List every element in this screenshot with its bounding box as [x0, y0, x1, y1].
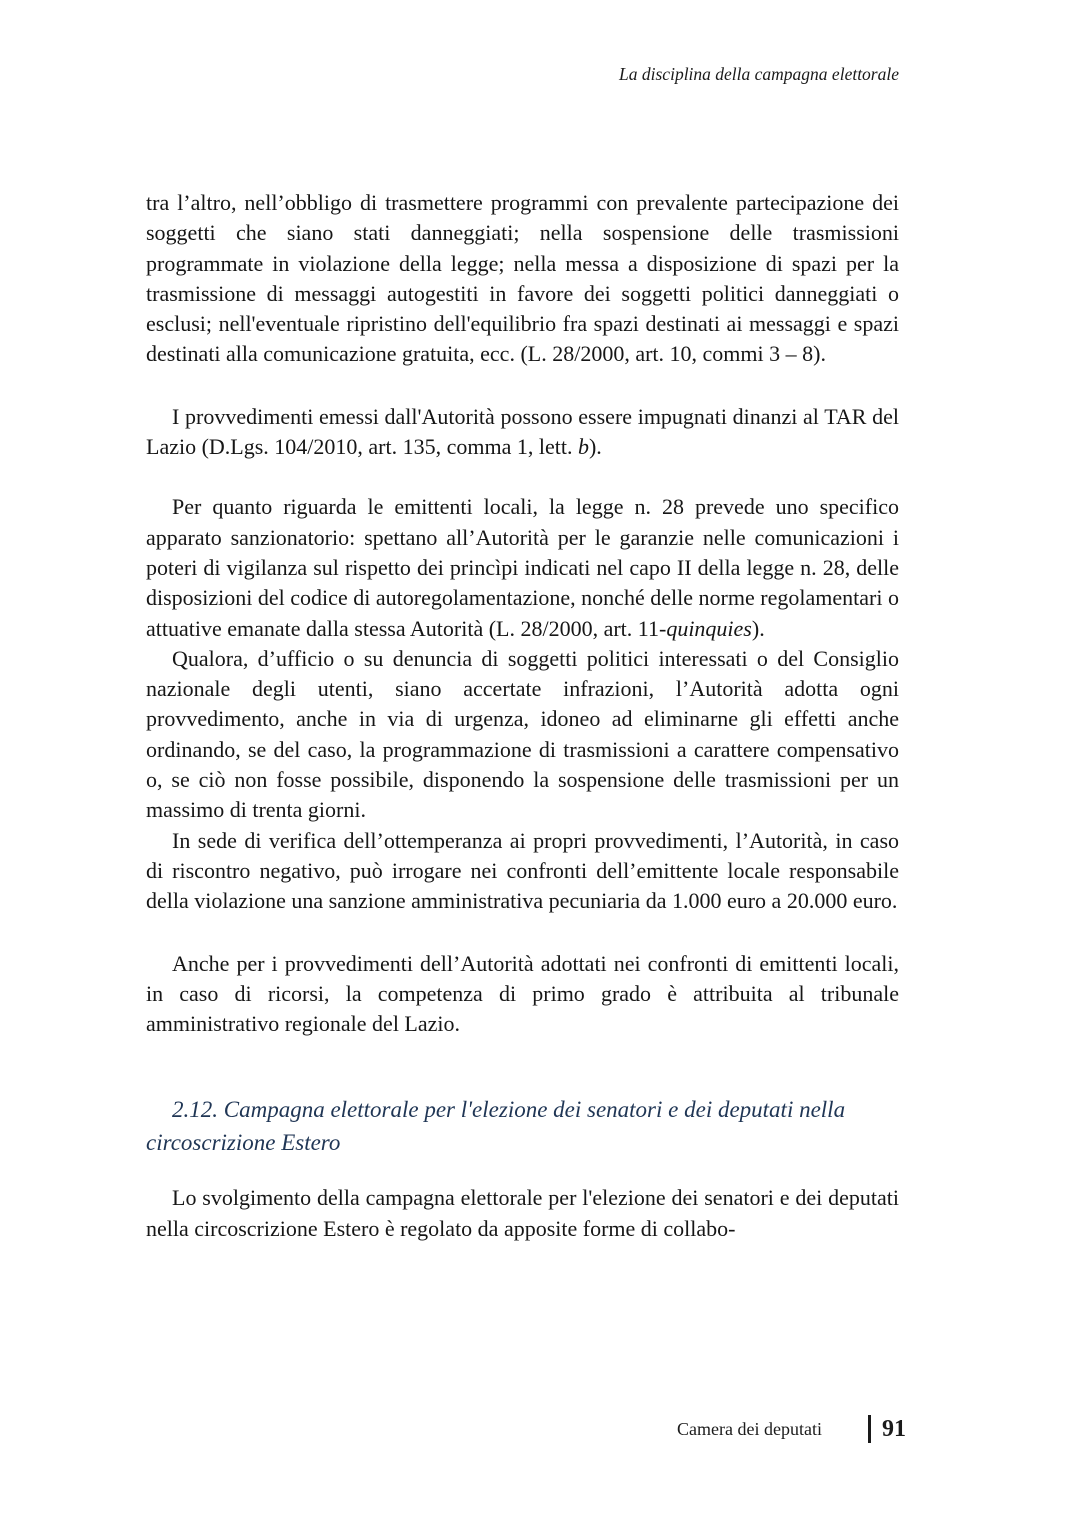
page-footer [146, 1415, 906, 1443]
footer-divider [868, 1415, 871, 1443]
section-heading: 2.12. Campagna elettorale per l'elezione dei senatori e dei deputati nella circoscrizione Estero [146, 1097, 846, 1156]
paragraph-text: ). [751, 615, 765, 641]
footer-publisher: Camera dei deputati [677, 1418, 822, 1439]
paragraph: In sede di verifica dell’ottemperanza ai propri provvedimenti, l’Autorità, in caso di riscontro negativo, può irrogare nei confronti dell’emittente locale responsabile della violazione una sanzione amministrativa pecuniaria da 1.000 euro a 20.000 euro. [146, 827, 899, 914]
paragraph: Anche per i provvedimenti dell’Autorità adottati nei confronti di emittenti locali, in caso di ricorsi, la competenza di primo grado è attribuita al tribunale amministrativo regionale del Lazio. [146, 950, 899, 1037]
page-number: 91 [882, 1415, 906, 1442]
paragraph: Lo svolgimento della campagna elettorale per l'elezione dei senatori e dei deputati nella circoscrizione Estero è regolato da apposite forme di collabo- [146, 1185, 899, 1241]
paragraph-text: Per quanto riguarda le emittenti locali, la legge n. 28 prevede uno specifico apparato sanzionatorio: spettano all’Autorità per le garanzie nelle comunicazioni i poteri di vigilanza sul rispetto dei princìpi indicati nel capo II della legge n. 28, delle disposizioni del codice di autoregolamentazione, nonché delle norme regolamentari o attuative emanate dalla stessa Autorità (L. 28/2000, art. 11- [146, 494, 899, 641]
paragraph-continuation: tra l’altro, nell’obbligo di trasmettere programmi con prevalente partecipazione dei soggetti che siano stati danneggiati; nella sospensione delle trasmissioni programmate in violazione della legge; nella messa a disposizione di spazi per la trasmissione di messaggi autogestiti in favore dei soggetti politici danneggiati o esclusi; nell'eventuale ripristino dell'equilibrio fra spazi destinati ai messaggi e spazi destinati alla comunicazione gratuita, ecc. (L. 28/2000, art. 10, commi 3 – 8). [146, 190, 899, 367]
paragraph: Qualora, d’ufficio o su denuncia di soggetti politici interessati o del Consiglio nazionale degli utenti, siano accertate infrazioni, l’Autorità adotta ogni provvedimento, anche in via di urgenza, idoneo ad eliminarne gli effetti anche ordinando, se del caso, la programmazione di trasmissioni a carattere compensativo o, se ciò non fosse possibile, disponendo la sospensione delle trasmissioni per un massimo di trenta giorni. [146, 645, 899, 823]
paragraph-text: I provvedimenti emessi dall'Autorità possono essere impugnati dinanzi al TAR del Lazio (D.Lgs. 104/2010, art. 135, comma 1, lett. [146, 403, 899, 460]
running-header: La disciplina della campagna elettorale [619, 64, 899, 84]
paragraph-text: ). [588, 434, 602, 460]
paragraph [146, 492, 899, 643]
text-column [146, 0, 899, 1244]
paragraph [146, 402, 899, 463]
italic-latin-term: quinquies [666, 615, 752, 641]
italic-citation-letter: b [577, 434, 589, 460]
